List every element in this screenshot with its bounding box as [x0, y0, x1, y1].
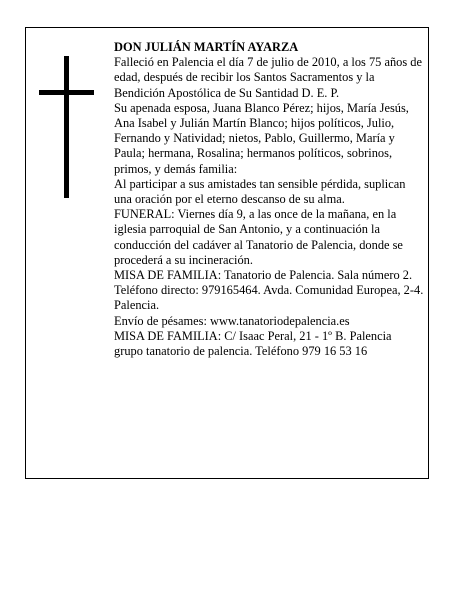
- cross-horizontal-bar: [39, 90, 94, 95]
- funeral-details: FUNERAL: Viernes día 9, a las once de la mañana, en la iglesia parroquial de San Antonio, y a continuación la conducción del cadáver al Tanatorio de Palencia, donde se procederá a su incineración.: [114, 207, 403, 267]
- obituary-notice: [25, 27, 429, 479]
- funeral-home-contact: grupo tanatorio de palencia. Teléfono 979 16 53 16: [114, 344, 368, 359]
- family-list: Su apenada esposa, Juana Blanco Pérez; hijos, María Jesús, Ana Isabel y Julián Martín Blanco; hijos políticos, Julio, Fernando y Natividad; nietos, Pablo, Guillermo, María y Paula; hermana, Rosalina; hermanos políticos, sobrinos, primos, y demás familia:: [114, 100, 409, 176]
- cross-icon: [39, 56, 94, 198]
- death-announcement: Falleció en Palencia el día 7 de julio de 2010, a los 75 años de edad, después de recibir los Santos Sacramentos y la Bendición Apostólica de Su Santidad D. E. P.: [114, 55, 422, 100]
- second-family-mass-details: MISA DE FAMILIA: C/ Isaac Peral, 21 - 1º B. Palencia: [114, 328, 392, 343]
- prayer-request: Al participar a sus amistades tan sensible pérdida, suplican una oración por el eterno descanso de su alma.: [114, 176, 406, 207]
- cross-vertical-bar: [64, 56, 69, 198]
- family-mass-details: MISA DE FAMILIA: Tanatorio de Palencia. Sala número 2. Teléfono directo: 979165464. Avda. Comunidad Europea, 2-4. Palencia.: [114, 268, 424, 313]
- condolences-website: Envío de pésames: www.tanatoriodepalencia.es: [114, 313, 350, 328]
- notice-text: [114, 40, 426, 359]
- deceased-name: DON JULIÁN MARTÍN AYARZA: [114, 40, 299, 54]
